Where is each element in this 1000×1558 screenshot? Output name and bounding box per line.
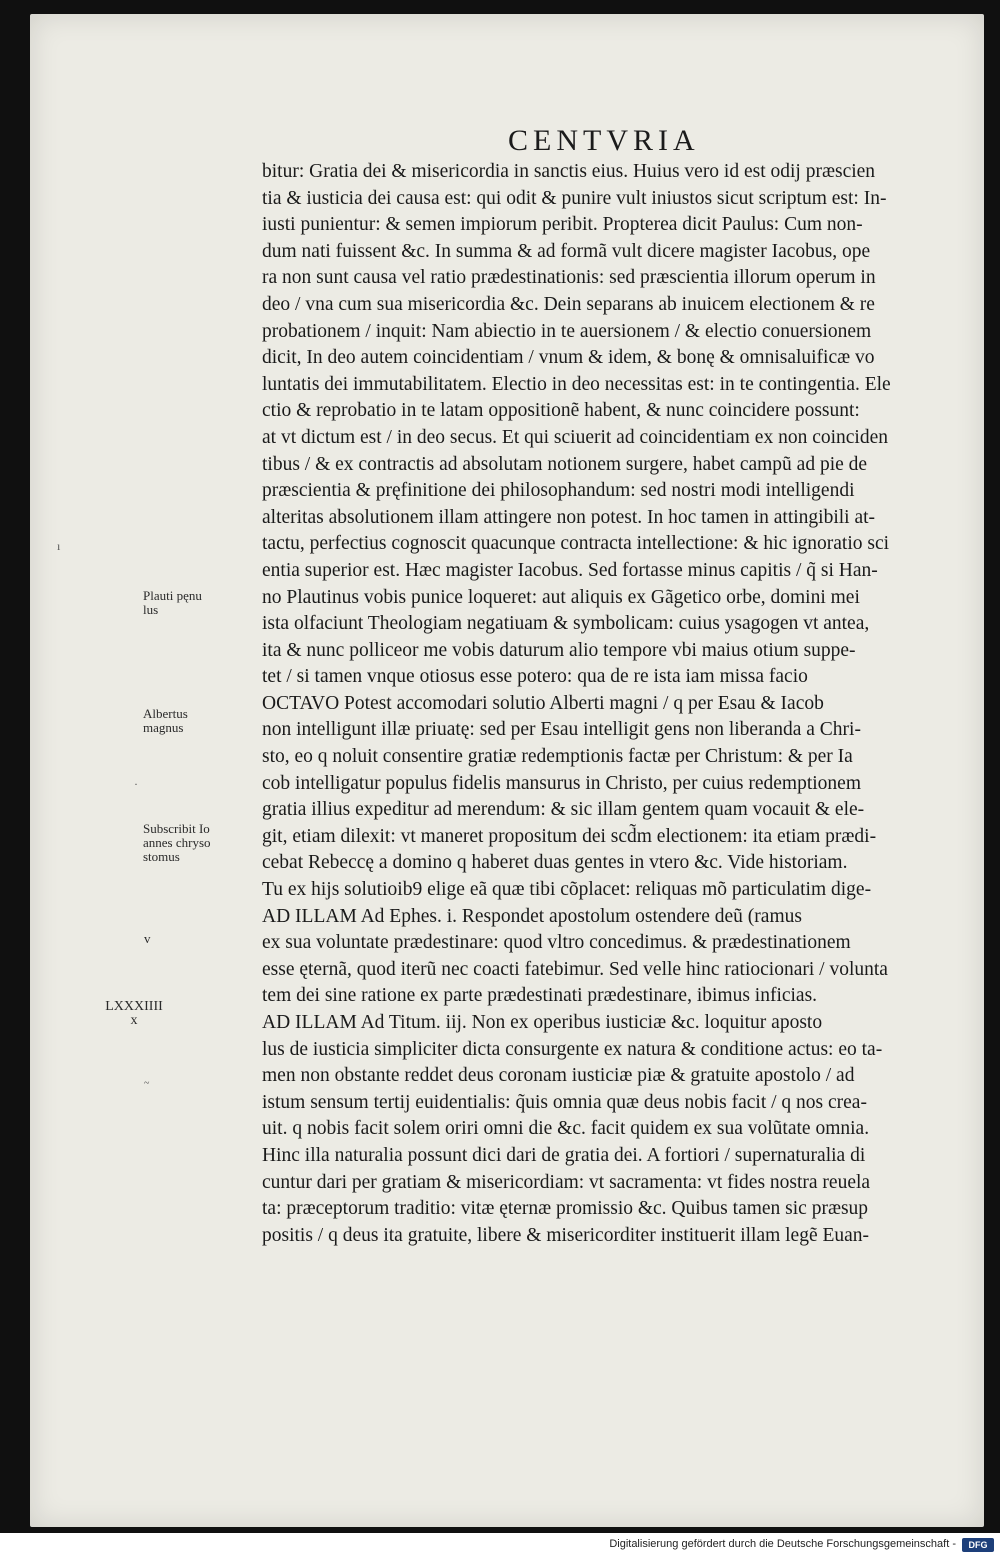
- text-line: deo / vna cum sua misericordia &c. Dein separans ab inuicem electionem & re: [262, 293, 875, 315]
- text-line: no Plautinus vobis punice loqueret: aut aliquis ex Gãgetico orbe, domini mei: [262, 586, 860, 608]
- text-line: at vt dictum est / in deo secus. Et qui sciuerit ad coincidentiam ex non coinciden: [262, 426, 888, 448]
- text-line: ita & nunc polliceor me vobis daturum alio tempore vbi maius otium suppe-: [262, 639, 856, 661]
- main-text: [262, 159, 997, 1249]
- text-line: bitur: Gratia dei & misericordia in sanctis eius. Huius vero id est odij præscien: [262, 161, 876, 182]
- text-line: tet / si tamen vnque otiosus esse potero: qua de re ista iam missa facio: [262, 666, 808, 688]
- text-line: tibus / & ex contractis ad absolutam notionem surgere, habet campũ ad pie de: [262, 453, 868, 475]
- dfg-logo-icon: DFG: [962, 1538, 994, 1552]
- text-line: cuntur dari per gratiam & misericordiam: vt sacramenta: vt fides nostra reuela: [262, 1171, 871, 1193]
- margin-note-chrysostomus: Subscribit Io annes chryso stomus: [143, 821, 211, 864]
- text-line: positis / q deus ita gratuite, libere & misericorditer instituerit illam legẽ Euan-: [262, 1224, 870, 1246]
- text-line: gratia illius expeditur ad merendum: & sic illam gentem quam vocauit & ele-: [262, 799, 865, 821]
- text-line: esse ęternã, quod iterũ nec coacti fatebimur. Sed velle hinc ratiocionari / volunta: [262, 958, 888, 980]
- text-line: non intelligunt illæ priuatę: sed per Esau intelligit gens non liberanda a Chri-: [262, 719, 861, 741]
- text-line: lus de iusticia simpliciter dicta consurgente ex natura & conditione actus: eo ta-: [262, 1038, 883, 1060]
- text-line: men non obstante reddet deus coronam iusticiæ piæ & gratuite apostolo / ad: [262, 1065, 855, 1087]
- text-line: tactu, perfectius cognoscit quacunque contracta intellectione: & hic ignoratio sci: [262, 533, 890, 555]
- margin-smudge: ~: [144, 1078, 150, 1089]
- margin-note-plauti: Plauti pęnu lus: [143, 588, 202, 617]
- text-line: uit. q nobis facit solem oriri omni die &c. facit quidem ex sua volũtate omnia.: [262, 1118, 870, 1140]
- text-line: Hinc illa naturalia possunt dici dari de gratia dei. A fortiori / supernaturalia di: [262, 1144, 866, 1166]
- text-line: dicit, In deo autem coincidentiam / vnum & idem, & bonę & omnisaluificæ vo: [262, 347, 875, 369]
- text-line: ex sua voluntate prædestinare: quod vltro concedimus. & prædestinationem: [262, 932, 851, 954]
- text-line: sto, eo q noluit consentire gratiæ redemptionis factæ per Christum: & per Ia: [262, 746, 853, 768]
- text-line: AD ILLAM Ad Ephes. i. Respondet apostolum ostendere deũ (ramus: [262, 905, 802, 927]
- text-line: alteritas absolutionem illam attingere non potest. In hoc tamen in attingibili at-: [262, 506, 876, 528]
- running-head: CENTVRIA: [508, 124, 700, 157]
- text-line: ista olfaciunt Theologiam negatiuam & symbolicam: cuius ysagogen vt antea,: [262, 613, 870, 635]
- margin-note-lxxxiiii: LXXXIIII x: [105, 999, 163, 1028]
- margin-note-v: v: [144, 931, 151, 946]
- text-line: luntatis dei immutabilitatem. Electio in deo necessitas est: in te contingentia. Ele: [262, 373, 891, 395]
- text-line: præscientia & pręfinitione dei philosophandum: sed nostri modi intelligendi: [262, 480, 855, 502]
- text-line: Tu ex hijs solutioib9 elige eã quæ tibi cõplacet: reliquas mõ particulatim dige-: [262, 879, 872, 901]
- text-line: entia superior est. Hæc magister Iacobus. Sed fortasse minus capitis / q̃ si Han-: [262, 559, 878, 581]
- text-line: ctio & reprobatio in te latam oppositionẽ habent, & nunc coincidere possunt:: [262, 400, 860, 422]
- text-line: ra non sunt causa vel ratio prædestinationis: sed præscientia illorum operum in: [262, 267, 876, 289]
- text-line: git, etiam dilexit: vt maneret propositum dei scd̃m electionem: ita etiam prædi-: [262, 825, 877, 847]
- text-line: OCTAVO Potest accomodari solutio Alberti magni / q per Esau & Iacob: [262, 692, 824, 714]
- margin-note-albertus: Albertus magnus: [143, 706, 188, 735]
- text-line: cebat Rebeccę a domino q haberet duas gentes in vtero &c. Vide historiam.: [262, 852, 848, 874]
- text-line: probationem / inquit: Nam abiectio in te auersionem / & electio conuersionem: [262, 320, 872, 342]
- funding-notice: Digitalisierung gefördert durch die Deutsche Forschungsgemeinschaft -: [609, 1538, 956, 1550]
- text-line: tia & iusticia dei causa est: qui odit & punire vult iniustos sicut scriptum est: In-: [262, 187, 887, 209]
- book-page: [30, 14, 984, 1527]
- margin-tick: ·: [134, 777, 138, 791]
- text-line: iusti punientur: & semen impiorum peribit. Propterea dicit Paulus: Cum non-: [262, 214, 863, 236]
- text-line: tem dei sine ratione ex parte prædestinati prædestinare, ibimus inficias.: [262, 985, 818, 1007]
- text-line: ta: præceptorum traditio: vitæ ęternæ promissio &c. Quibus tamen sic præsup: [262, 1198, 869, 1220]
- text-line: dum nati fuissent &c. In summa & ad formã vult dicere magister Iacobus, ope: [262, 240, 871, 262]
- text-line: cob intelligatur populus fidelis mansurus in Christo, per cuius redemptionem: [262, 772, 861, 794]
- margin-tick: ı: [57, 539, 61, 553]
- footer-bar: [0, 1533, 1000, 1558]
- text-line: istum sensum tertij euidentialis: q̃uis omnia quæ deus nobis facit / q nos crea-: [262, 1091, 867, 1113]
- text-line: AD ILLAM Ad Titum. iij. Non ex operibus iusticiæ &c. loquitur aposto: [262, 1012, 823, 1033]
